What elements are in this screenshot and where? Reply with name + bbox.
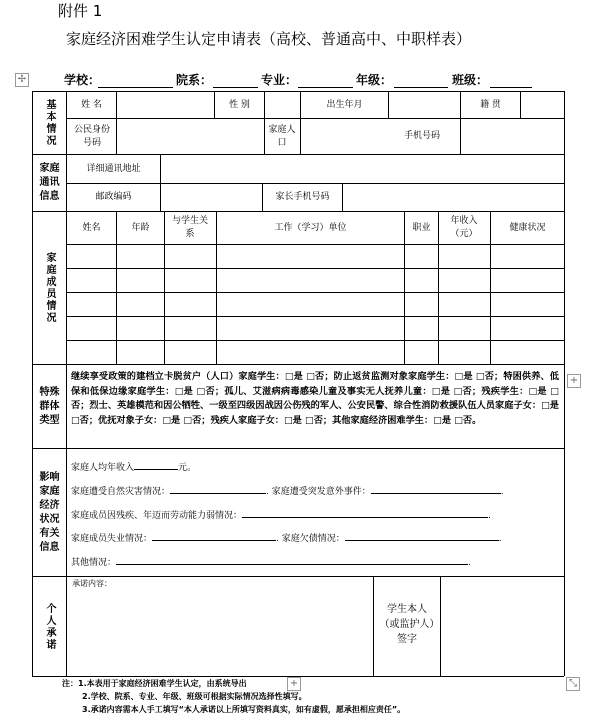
section-promise: 个人承诺 bbox=[44, 602, 55, 651]
table-resize-handle-icon[interactable]: ⤡ bbox=[566, 677, 580, 691]
add-column-plus-icon[interactable]: + bbox=[567, 374, 581, 388]
signature-label: 学生本人（或监护人）签字 bbox=[379, 603, 435, 645]
birth-field[interactable] bbox=[389, 92, 460, 118]
avg-income-label: 家庭人均年收入 bbox=[71, 463, 135, 473]
disaster-line: 家庭遭受自然灾害情况： . 家庭遭受突发意外事件： . bbox=[71, 484, 504, 497]
native-place-field[interactable] bbox=[521, 92, 564, 118]
signature-field[interactable] bbox=[441, 577, 564, 676]
member-row-4[interactable] bbox=[67, 317, 564, 340]
class-input-line[interactable] bbox=[490, 87, 532, 88]
member-row-5[interactable] bbox=[67, 341, 564, 364]
gender-field[interactable] bbox=[265, 92, 300, 118]
section-basic-info: 基本情况 bbox=[44, 99, 55, 147]
special-group-checklist[interactable]: 继续享受政策的建档立卡脱贫户（人口）家庭学生：□是 □否；防止返贫监测对象家庭学生：□是 □否；特困供养、低保和低保边缘家庭学生：□是 □否；孤儿、艾滋病病毒感染儿童及事实无人抚养儿童：□是 □否；残疾学生：□是 □否；烈士、英雄模范和因公牺牲、一级至四级因战因公伤残的军人、公安民警、综合性消防救援队伍人员家庭子女：□是 □否；优抚对象子女：□是 □否；残疾人家庭子女：□是 □否；其他家庭经济困难学生：□是 □否。 bbox=[71, 371, 559, 426]
unemployment-label: 家庭成员失业情况： bbox=[71, 534, 153, 544]
note-2: 2.学校、院系、专业、年级、班级可根据实际情况选择性填写。 bbox=[82, 692, 307, 701]
other-blank[interactable] bbox=[116, 555, 468, 565]
debt-label: 家庭欠债情况： bbox=[281, 534, 345, 544]
emergency-blank[interactable] bbox=[371, 484, 501, 494]
note-1: 注：1.本表用于家庭经济困难学生认定，由系统导出 bbox=[62, 679, 247, 688]
address-field[interactable] bbox=[161, 155, 564, 183]
major-input-line[interactable] bbox=[298, 87, 353, 88]
member-header-name: 姓名 bbox=[82, 222, 101, 233]
phone-field[interactable] bbox=[461, 119, 564, 154]
parent-phone-label: 家长手机号码 bbox=[275, 192, 330, 202]
class-label: 班级： bbox=[452, 73, 489, 87]
disability-line: 家庭成员因残疾、年迈而劳动能力弱情况： . bbox=[71, 508, 491, 521]
household-size-label: 家庭人口 bbox=[268, 124, 296, 148]
section-economic-info: 影响家庭经济状况有关信息 bbox=[39, 471, 60, 553]
annex-label: 附件 1 bbox=[58, 2, 103, 20]
disability-label: 家庭成员因残疾、年迈而劳动能力弱情况： bbox=[71, 511, 243, 521]
school-label: 学校： bbox=[64, 73, 101, 87]
promise-content-label: 承诺内容： bbox=[72, 579, 112, 588]
major-label: 专业： bbox=[261, 73, 298, 87]
parent-phone-field[interactable] bbox=[343, 184, 564, 211]
unemployment-line: 家庭成员失业情况： . 家庭欠债情况： . bbox=[71, 531, 502, 544]
avg-income-line bbox=[71, 460, 196, 473]
school-input-line[interactable] bbox=[98, 87, 173, 88]
member-row-2[interactable] bbox=[67, 269, 564, 292]
member-row-1[interactable] bbox=[67, 245, 564, 268]
member-header-occupation: 职业 bbox=[412, 222, 431, 233]
household-size-field[interactable] bbox=[301, 119, 351, 154]
disaster-blank[interactable] bbox=[170, 484, 266, 494]
native-place-label: 籍 贯 bbox=[480, 99, 501, 110]
disaster-label: 家庭遭受自然灾害情况： bbox=[71, 487, 171, 497]
name-label: 姓 名 bbox=[81, 99, 102, 110]
phone-label: 手机号码 bbox=[403, 131, 440, 141]
promise-content-field[interactable] bbox=[67, 590, 373, 676]
member-header-age: 年龄 bbox=[131, 222, 150, 233]
emergency-label: 家庭遭受突发意外事件： bbox=[271, 487, 371, 497]
other-label: 其他情况： bbox=[71, 558, 117, 568]
postcode-label: 邮政编码 bbox=[95, 192, 132, 202]
grade-label: 年级： bbox=[356, 73, 393, 87]
debt-blank[interactable] bbox=[345, 531, 499, 541]
grade-input-line[interactable] bbox=[394, 87, 448, 88]
birth-label: 出生年月 bbox=[326, 99, 363, 110]
disability-blank[interactable] bbox=[242, 508, 488, 518]
member-header-relation: 与学生关系 bbox=[171, 216, 208, 239]
form-title: 家庭经济困难学生认定申请表（高校、普通高中、中职样表） bbox=[66, 30, 472, 48]
unemployment-blank[interactable] bbox=[152, 531, 276, 541]
postcode-field[interactable] bbox=[161, 184, 262, 211]
other-line: 其他情况： . bbox=[71, 555, 471, 568]
address-label: 详细通讯地址 bbox=[86, 163, 141, 174]
member-row-3[interactable] bbox=[67, 293, 564, 316]
id-card-label: 公民身份号码 bbox=[73, 124, 110, 148]
gender-label: 性 别 bbox=[229, 99, 250, 110]
name-field[interactable] bbox=[117, 92, 214, 118]
member-header-work-unit: 工作（学习）单位 bbox=[274, 222, 347, 233]
section-contact: 家庭通讯信息 bbox=[39, 163, 60, 202]
avg-income-blank[interactable] bbox=[134, 460, 178, 470]
department-label: 院系： bbox=[176, 73, 213, 87]
yuan-label: 元。 bbox=[178, 463, 197, 473]
section-family-members: 家庭成员情况 bbox=[44, 252, 55, 324]
member-header-income: 年收入（元） bbox=[450, 216, 478, 239]
member-header-health: 健康状况 bbox=[509, 222, 546, 233]
id-card-field[interactable] bbox=[117, 119, 264, 154]
department-input-line[interactable] bbox=[213, 87, 258, 88]
note-3: 3.承诺内容需本人手工填写“本人承诺以上所填写资料真实，如有虚假，愿承担相应责任”。 bbox=[82, 705, 406, 714]
add-row-plus-icon[interactable]: + bbox=[287, 677, 301, 691]
table-move-handle-icon[interactable]: ✢ bbox=[15, 73, 29, 87]
section-special-group: 特殊群体类型 bbox=[39, 386, 60, 426]
